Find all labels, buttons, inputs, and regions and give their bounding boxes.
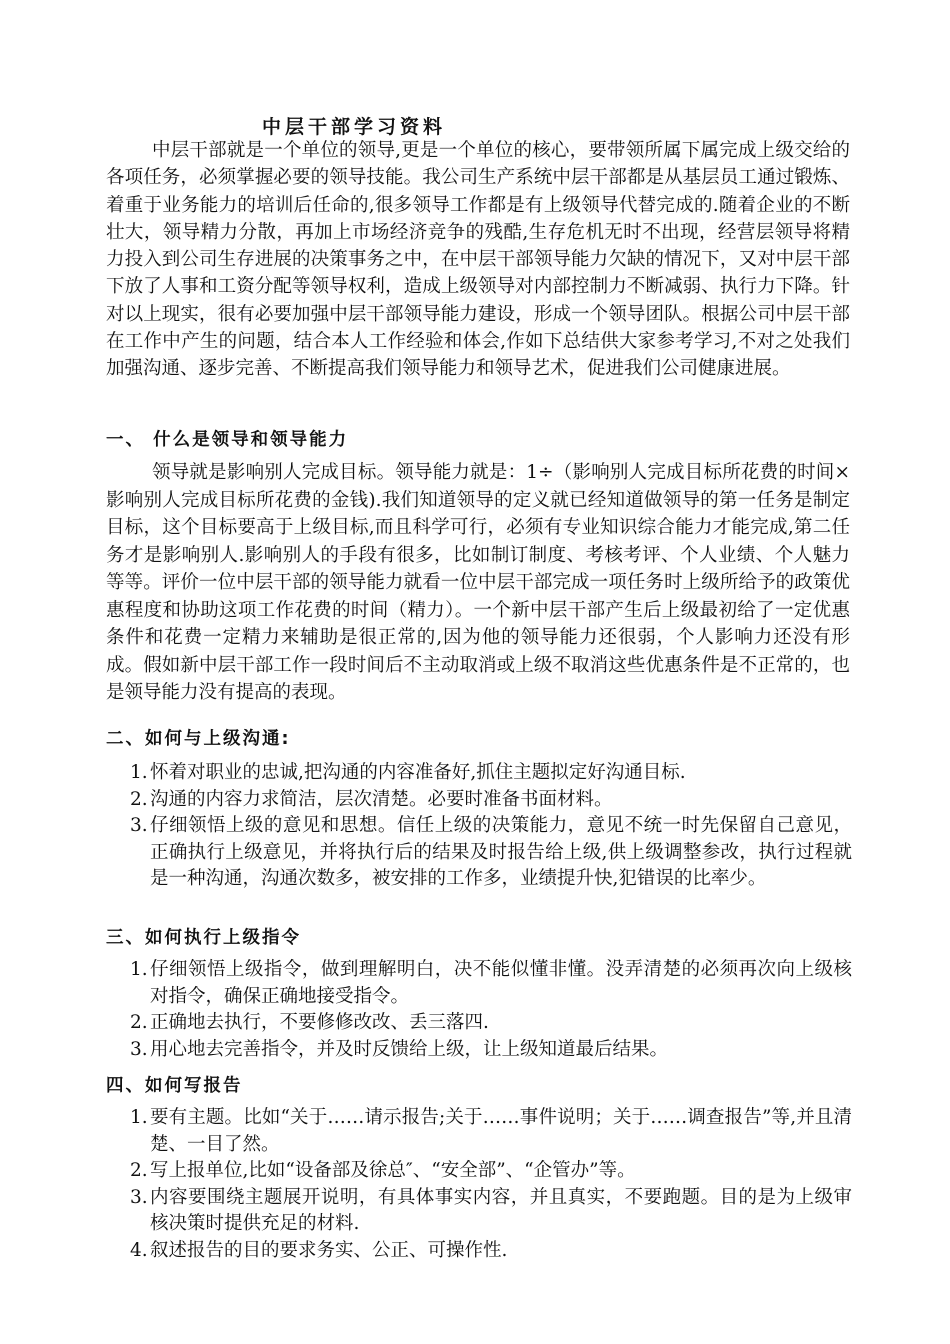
list-item-number: 3. bbox=[130, 1038, 148, 1060]
section-heading-1: 一、 什么是领导和领导能力 bbox=[106, 430, 349, 450]
list-item-text: 要有主题。比如“关于……请示报告;关于……事件说明；关于……调查报告”等,并且清楚、一目了然。 bbox=[150, 1107, 852, 1155]
list-item bbox=[130, 1037, 852, 1064]
section-heading-4: 四、如何写报告 bbox=[106, 1076, 243, 1096]
list-item bbox=[130, 1105, 852, 1158]
list-item bbox=[130, 1158, 852, 1185]
list-item bbox=[130, 1238, 852, 1265]
section-3-list bbox=[130, 957, 852, 1063]
list-item-text: 用心地去完善指令，并及时反馈给上级，让上级知道最后结果。 bbox=[150, 1038, 669, 1060]
list-item-number: 2. bbox=[130, 1012, 148, 1033]
list-item bbox=[130, 1185, 852, 1238]
list-item-text: 写上报单位,比如“设备部及徐总″、“安全部”、“企管办”等。 bbox=[150, 1160, 636, 1181]
list-item-text: 内容要围绕主题展开说明，有具体事实内容，并且真实，不要跑题。目的是为上级审核决策时提供充足的材料. bbox=[150, 1186, 852, 1234]
section-4-list bbox=[130, 1105, 852, 1264]
list-item-text: 正确地去执行，不要修修改改、丢三落四. bbox=[150, 1012, 489, 1033]
list-item-text: 仔细领悟上级的意见和思想。信任上级的决策能力，意见不统一时先保留自己意见，正确执行上级意见，并将执行后的结果及时报告给上级,供上级调整参改，执行过程就是一种沟通，沟通次数多，被安排的工作多，业绩提升快,犯错误的比率少。 bbox=[150, 815, 852, 889]
list-item bbox=[130, 787, 852, 814]
list-item bbox=[130, 1010, 852, 1037]
list-item-number: 3. bbox=[130, 815, 148, 836]
list-item-text: 沟通的内容力求简洁，层次清楚。必要时准备书面材料。 bbox=[150, 788, 613, 810]
list-item bbox=[130, 760, 852, 787]
list-item-number: 2. bbox=[130, 788, 148, 810]
list-item-number: 3. bbox=[130, 1186, 148, 1208]
section-2-list bbox=[130, 760, 852, 893]
section-heading-3: 三、如何执行上级指令 bbox=[106, 928, 301, 948]
list-item-number: 1. bbox=[130, 1107, 148, 1128]
list-item-number: 1. bbox=[130, 959, 148, 980]
list-item-number: 2. bbox=[130, 1160, 148, 1181]
section-heading-2: 二、如何与上级沟通: bbox=[106, 729, 291, 749]
list-item-text: 仔细领悟上级指令，做到理解明白，决不能似懂非懂。没弄清楚的必须再次向上级核对指令，确保正确地接受指令。 bbox=[150, 959, 852, 1007]
document-title: 中层干部学习资料 bbox=[262, 116, 447, 138]
section-1-paragraph: 领导就是影响别人完成目标。领导能力就是：1÷（影响别人完成目标所花费的时间×影响别人完成目标所花费的金钱).我们知道领导的定义就已经知道做领导的第一任务是制定目标，这个目标要高于上级目标,而且科学可行，必须有专业知识综合能力才能完成,第二任务才是影响别人.影响别人的手段有很多，比如制订制度、考核考评、个人业绩、个人魅力等等。评价一位中层干部的领导能力就看一位中层干部完成一项任务时上级所给予的政策优惠程度和协助这项工作花费的时间（精力）。一个新中层干部产生后上级最初给了一定优惠条件和花费一定精力来辅助是很正常的,因为他的领导能力还很弱，个人影响力还没有形成。假如新中层干部工作一段时间后不主动取消或上级不取消这些优惠条件是不正常的，也是领导能力没有提高的表现。 bbox=[106, 462, 850, 703]
list-item-text: 叙述报告的目的要求务实、公正、可操作性. bbox=[150, 1239, 508, 1261]
list-item-text: 怀着对职业的忠诚,把沟通的内容准备好,抓住主题拟定好沟通目标. bbox=[150, 762, 686, 783]
list-item-number: 1. bbox=[130, 762, 148, 783]
list-item bbox=[130, 813, 852, 893]
intro-paragraph: 中层干部就是一个单位的领导,更是一个单位的核心，要带领所属下属完成上级交给的各项任务，必须掌握必要的领导技能。我公司生产系统中层干部都是从基层员工通过锻炼、着重于业务能力的培训后任命的,很多领导工作都是有上级领导代替完成的.随着企业的不断壮大，领导精力分散，再加上市场经济竞争的残酷,生存危机无时不出现，经营层领导将精力投入到公司生存进展的决策事务之中，在中层干部领导能力欠缺的情况下，又对中层干部下放了人事和工资分配等领导权利，造成上级领导对内部控制力不断减弱、执行力下降。针对以上现实，很有必要加强中层干部领导能力建设，形成一个领导团队。根据公司中层干部在工作中产生的问题，结合本人工作经验和体会,作如下总结供大家参考学习,不对之处我们加强沟通、逐步完善、不断提高我们领导能力和领导艺术，促进我们公司健康进展。 bbox=[106, 140, 850, 380]
list-item bbox=[130, 957, 852, 1010]
list-item-number: 4. bbox=[130, 1239, 148, 1261]
